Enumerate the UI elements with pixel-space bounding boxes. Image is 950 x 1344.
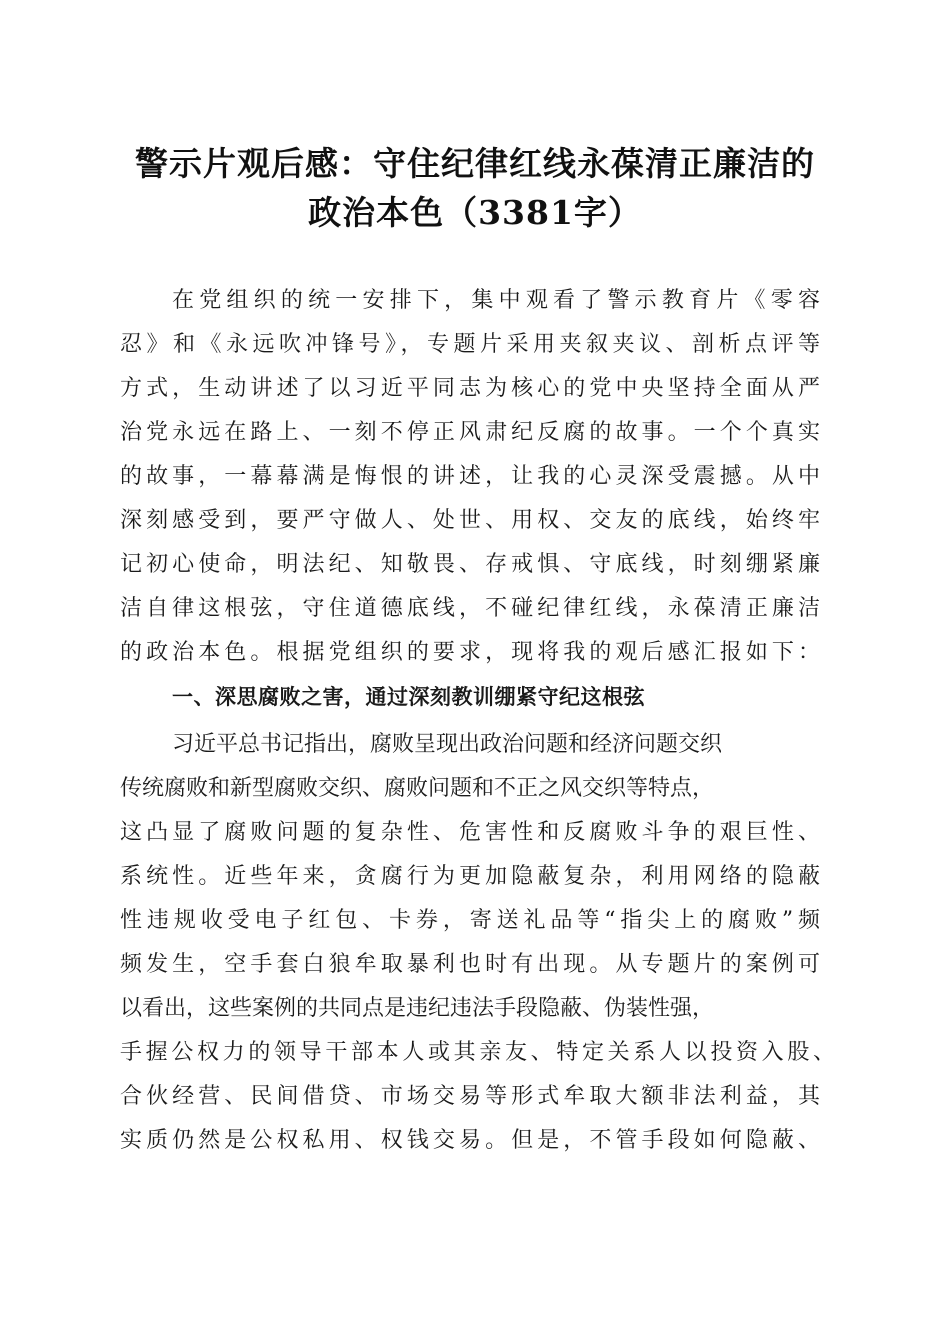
paragraph-1-line: 洁自律这根弦，守住道德底线，不碰纪律红线，永葆清正廉洁 — [120, 596, 820, 621]
paragraph-2-line: 以看出，这些案例的共同点是违纪违法手段隐蔽、伪装性强， — [120, 996, 715, 1021]
paragraph-2-line: 实质仍然是公权私用、权钱交易。但是，不管手段如何隐蔽、 — [120, 1128, 820, 1153]
paragraph-2-line: 合伙经营、民间借贷、市场交易等形式牟取大额非法利益，其 — [120, 1084, 820, 1109]
paragraph-2-line: 频发生，空手套白狼牟取暴利也时有出现。从专题片的案例可 — [120, 952, 820, 977]
paragraph-1-line: 治党永远在路上、一刻不停正风肃纪反腐的故事。一个个真实 — [120, 420, 820, 445]
paragraph-2-line: 习近平总书记指出，腐败呈现出政治问题和经济问题交织 — [172, 732, 723, 757]
paragraph-1-line: 的故事，一幕幕满是悔恨的讲述，让我的心灵深受震撼。从中 — [120, 464, 820, 489]
section-heading-1: 一、深思腐败之害，通过深刻教训绷紧守纪这根弦 — [172, 685, 645, 709]
document-title-line-1: 警示片观后感：守住纪律红线永葆清正廉洁的 — [135, 144, 815, 183]
paragraph-1-line: 记初心使命，明法纪、知敬畏、存戒惧、守底线，时刻绷紧廉 — [120, 552, 820, 577]
paragraph-1-line: 在党组织的统一安排下，集中观看了警示教育片《零容 — [172, 288, 820, 313]
paragraph-2-line: 这凸显了腐败问题的复杂性、危害性和反腐败斗争的艰巨性、 — [120, 820, 820, 845]
document-title-line-2: 政治本色（3381字） — [308, 193, 642, 232]
paragraph-2-line: 传统腐败和新型腐败交织、腐败问题和不正之风交织等特点， — [120, 776, 715, 801]
paragraph-1-line: 深刻感受到，要严守做人、处世、用权、交友的底线，始终牢 — [120, 508, 820, 533]
paragraph-2-line: 手握公权力的领导干部本人或其亲友、特定关系人以投资入股、 — [120, 1040, 835, 1065]
paragraph-2-line: 性违规收受电子红包、卡券，寄送礼品等“指尖上的腐败”频 — [120, 908, 820, 933]
paragraph-1-line: 的政治本色。根据党组织的要求，现将我的观后感汇报如下： — [120, 640, 820, 665]
paragraph-1-line: 忍》和《永远吹冲锋号》，专题片采用夹叙夹议、剖析点评等 — [120, 332, 820, 357]
paragraph-2-line: 系统性。近些年来，贪腐行为更加隐蔽复杂，利用网络的隐蔽 — [120, 864, 820, 889]
paragraph-1-line: 方式，生动讲述了以习近平同志为核心的党中央坚持全面从严 — [120, 376, 820, 401]
